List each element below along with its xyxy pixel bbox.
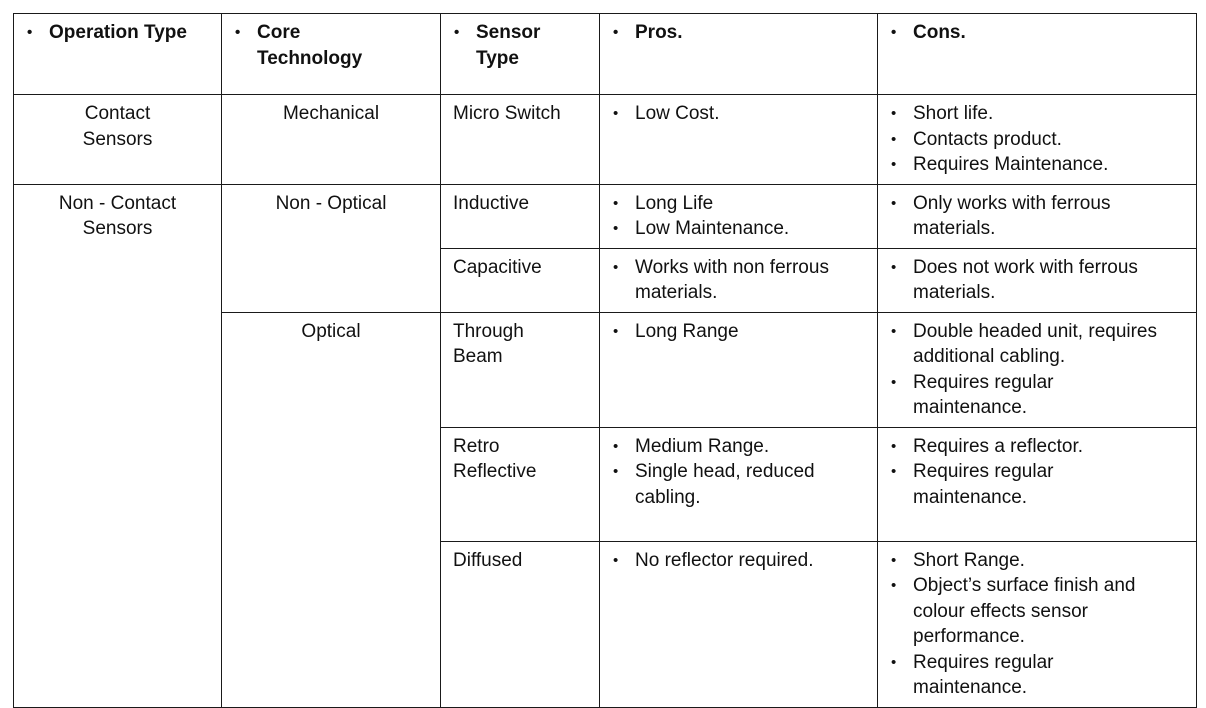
pros-list	[612, 548, 865, 574]
cons-cell	[878, 248, 1197, 312]
list-item: • Requires regular maintenance.	[890, 650, 1184, 701]
operation-type-label: Contact Sensors	[82, 103, 153, 150]
cons-list	[890, 548, 1184, 701]
list-item: • Does not work with ferrous materials.	[890, 255, 1184, 306]
pros-list	[612, 191, 865, 242]
cons-cell	[878, 312, 1197, 427]
cons-list	[890, 434, 1184, 511]
header-cons	[878, 14, 1197, 95]
sensor-type-label: Diffused	[453, 549, 523, 571]
cons-list	[890, 255, 1184, 306]
header-sensor-type	[441, 14, 600, 95]
table-row	[14, 95, 1197, 185]
header-row	[14, 14, 1197, 95]
header-label: Cons.	[913, 22, 966, 43]
core-technology-label: Mechanical	[282, 103, 380, 124]
cons-list	[890, 191, 1184, 242]
cons-cell	[878, 541, 1197, 707]
sensor-comparison-table	[13, 13, 1197, 708]
sensor-type-label: Capacitive	[453, 256, 542, 278]
list-item: • Requires a reflector.	[890, 434, 1184, 460]
core-technology-cell	[222, 184, 441, 312]
sensor-type-label: Through Beam	[453, 320, 524, 367]
pros-cell	[600, 248, 878, 312]
header-label: Core Technology	[257, 22, 363, 69]
cons-list	[890, 319, 1184, 421]
core-technology-label: Non - Optical	[275, 192, 387, 214]
sensor-type-cell	[441, 95, 600, 185]
list-item: • Works with non ferrous materials.	[612, 255, 865, 306]
header-label: Operation Type	[49, 22, 187, 43]
list-item: • Low Maintenance.	[612, 216, 865, 242]
list-item: • Double headed unit, requires additional cabling.	[890, 319, 1184, 370]
operation-type-label: Non - Contact Sensors	[58, 192, 177, 239]
sensor-type-cell	[441, 184, 600, 248]
sensor-type-cell	[441, 248, 600, 312]
core-technology-label: Optical	[301, 320, 361, 342]
list-item: • Contacts product.	[890, 127, 1184, 153]
operation-type-cell	[14, 184, 222, 707]
header-label: Pros.	[635, 22, 683, 43]
sensor-type-label: Retro Reflective	[453, 435, 537, 482]
list-item: • Medium Range.	[612, 434, 865, 460]
list-item: • Short life.	[890, 101, 1184, 127]
list-item: • Short Range.	[890, 548, 1184, 574]
list-item: • Only works with ferrous materials.	[890, 191, 1184, 242]
sensor-type-cell	[441, 427, 600, 541]
core-technology-cell	[222, 95, 441, 185]
list-item: • Long Range	[612, 319, 865, 345]
list-item: • Requires regular maintenance.	[890, 459, 1184, 510]
list-item: • Low Cost.	[612, 101, 865, 127]
pros-list	[612, 434, 865, 511]
cons-cell	[878, 427, 1197, 541]
pros-cell	[600, 427, 878, 541]
pros-cell	[600, 541, 878, 707]
table-row	[14, 184, 1197, 248]
list-item: • Requires Maintenance.	[890, 152, 1184, 178]
list-item: • Object’s surface finish and colour effects sensor performance.	[890, 573, 1184, 650]
pros-cell	[600, 184, 878, 248]
sensor-type-label: Micro Switch	[453, 103, 561, 124]
list-item: • No reflector required.	[612, 548, 865, 574]
list-item: • Single head, reduced cabling.	[612, 459, 865, 510]
list-item: • Requires regular maintenance.	[890, 370, 1184, 421]
cons-cell	[878, 95, 1197, 185]
sensor-type-cell	[441, 312, 600, 427]
list-item: • Long Life	[612, 191, 865, 217]
sensor-type-label: Inductive	[453, 192, 530, 214]
pros-list	[612, 255, 865, 306]
header-label: Sensor Type	[476, 22, 541, 69]
pros-list	[612, 319, 865, 345]
header-pros	[600, 14, 878, 95]
pros-cell	[600, 95, 878, 185]
pros-cell	[600, 312, 878, 427]
core-technology-cell	[222, 312, 441, 707]
header-operation-type	[14, 14, 222, 95]
header-core-technology	[222, 14, 441, 95]
sensor-type-cell	[441, 541, 600, 707]
operation-type-cell	[14, 95, 222, 185]
cons-cell	[878, 184, 1197, 248]
cons-list	[890, 101, 1184, 178]
pros-list	[612, 101, 865, 127]
